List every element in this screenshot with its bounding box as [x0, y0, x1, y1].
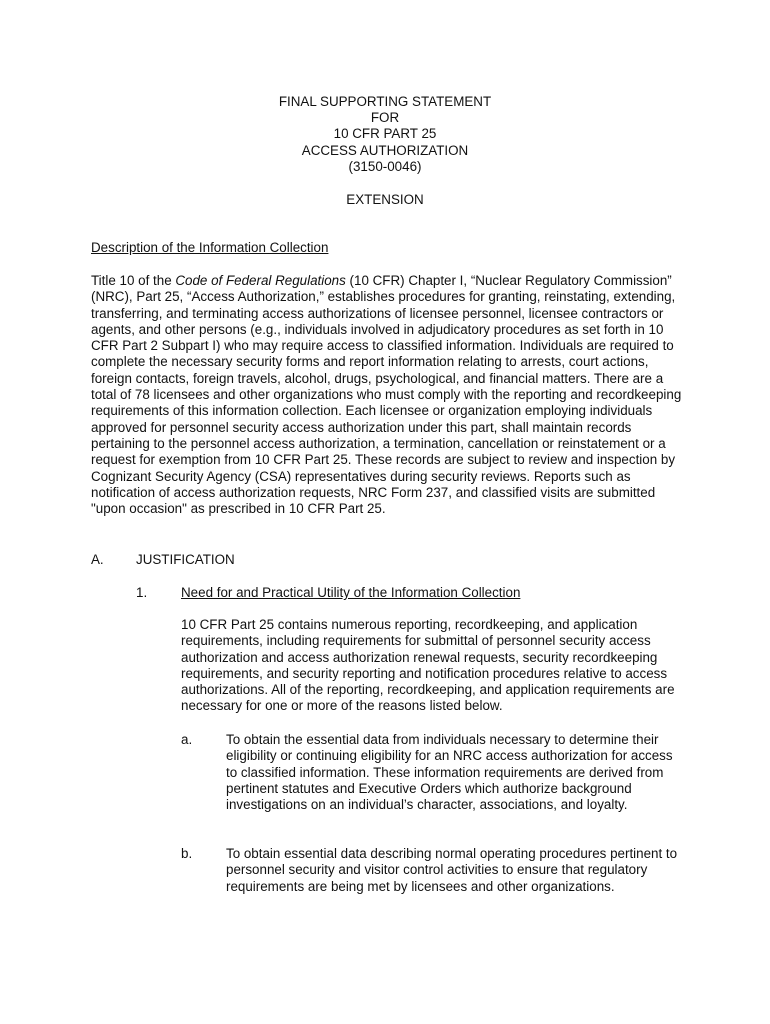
section-a-marker: A. — [91, 552, 104, 567]
subitem-b-text: To obtain essential data describing normal operating procedures pertinent to personnel security and visitor control activities to ensure that regulatory requirements are being met by licensees and other organizations. — [226, 846, 678, 894]
subitem-a-text: To obtain the essential data from individuals necessary to determine their eligibility or continuing eligibility for an NRC access authorization for access to classified information. These information requirements are derived from pertinent statutes and Executive Orders which authorize background investigations on an individual’s character, associations, and loyalty. — [226, 732, 673, 813]
description-paragraph — [91, 273, 689, 517]
intro-pre: Title 10 of the — [91, 273, 176, 288]
extension-label: EXTENSION — [346, 192, 424, 207]
title-line-4: ACCESS AUTHORIZATION — [301, 142, 469, 158]
intro-post: (10 CFR) Chapter I, “Nuclear Regulatory Commission” (NRC), Part 25, “Access Authorization,” establishes procedures for granting, reinstating, extending, transferring, and terminating access authorizations of licensee personnel, licensee contractors or agents, and other persons (e.g., individuals involved in adjudicatory procedures as set forth in 10 CFR Part 2 Subpart I) who may require access to classified information. Individuals are required to complete the necessary security forms and report information relating to arrests, court actions, foreign contacts, foreign travels, alcohol, drugs, psychological, and financial matters. There are a total of 78 licensees and other organizations who must comply with the reporting and recordkeeping requirements of this information collection. Each licensee or organization employing individuals approved for personnel security access authorization under this part, shall maintain records pertaining to the personnel access authorization, a termination, cancellation or reinstatement or a request for exemption from 10 CFR Part 25. These records are subject to review and inspection by Cognizant Security Agency (CSA) representatives during security reviews. Reports such as notification of access authorization requests, NRC Form 237, and classified visits are submitted "upon occasion" as prescribed in 10 CFR Part 25. — [91, 273, 682, 517]
description-heading-text: Description of the Information Collection — [91, 240, 329, 255]
subitem-a — [226, 732, 682, 813]
item-1-body-text: 10 CFR Part 25 contains numerous reporting, recordkeeping, and application requirements, including requirements for submittal of personnel security access authorization and access authorization renewal requests, security recordkeeping requirements, and security reporting and notification procedures relative to access authorizations. All of the reporting, recordkeeping, and application requirements are necessary for one or more of the reasons listed below. — [181, 617, 675, 714]
item-1-heading — [181, 585, 520, 601]
item-1-body — [181, 617, 681, 715]
title-line-2: FOR — [370, 110, 400, 126]
title-line-5: (3150-0046) — [348, 158, 422, 174]
title-line-3: 10 CFR PART 25 — [333, 126, 437, 142]
subitem-b-marker: b. — [181, 846, 193, 861]
intro-italic: Code of Federal Regulations — [175, 273, 346, 288]
subitem-a-marker: a. — [181, 732, 193, 747]
title-line-1: FINAL SUPPORTING STATEMENT — [278, 94, 492, 109]
subitem-b — [226, 846, 682, 895]
description-text — [91, 273, 689, 517]
item-1-heading-text: Need for and Practical Utility of the Information Collection — [181, 585, 521, 600]
description-heading — [91, 240, 691, 256]
section-a-title: JUSTIFICATION — [136, 552, 235, 567]
title-block — [0, 94, 770, 175]
item-1-number: 1. — [136, 585, 148, 600]
